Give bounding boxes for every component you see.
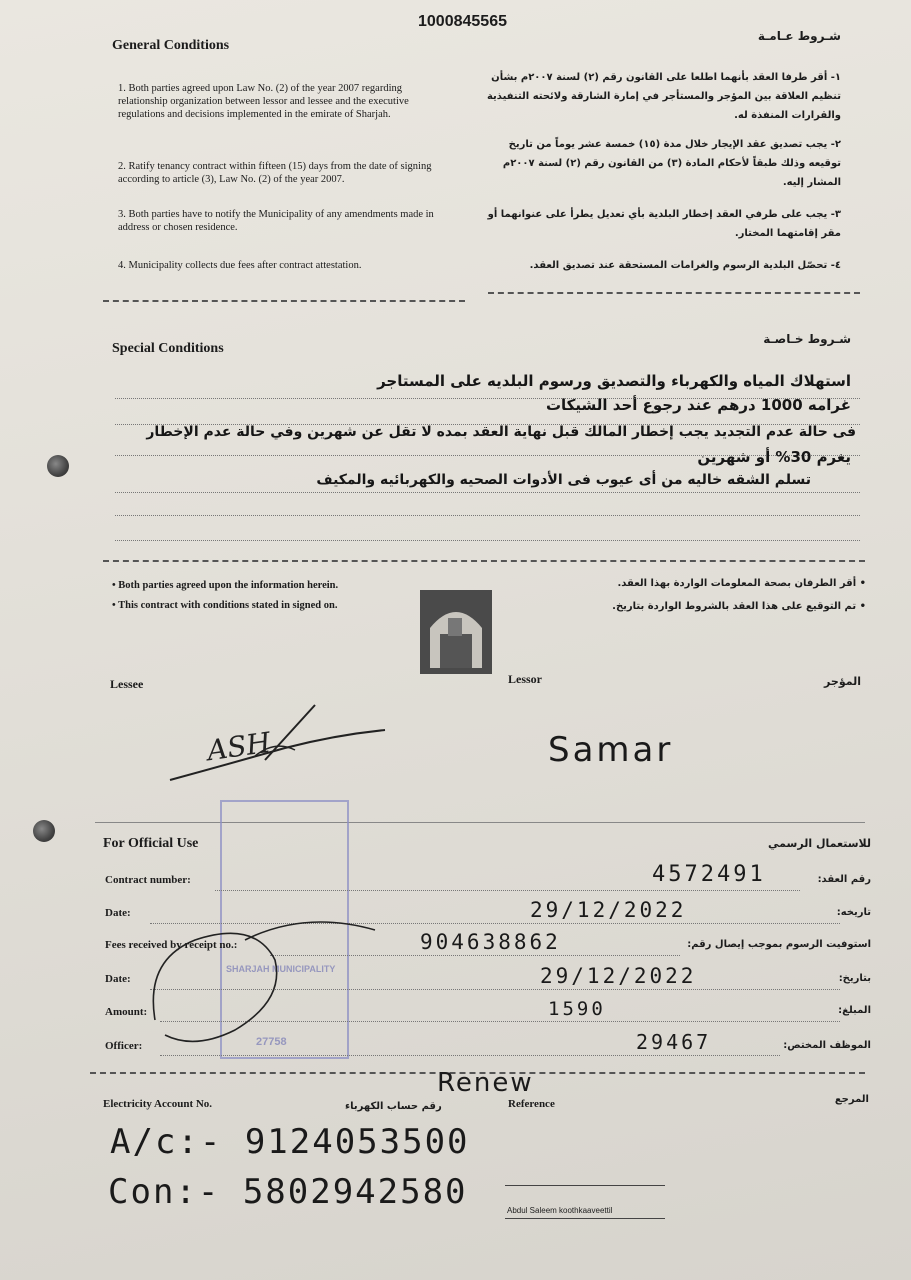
- official-value-amount: 1590: [548, 998, 606, 1020]
- official-value-date: 29/12/2022: [530, 898, 687, 922]
- general-item-3-ar: ٣- يجب على طرفي العقد إخطار البلدية بأي تعديل يطرأ على عنوانهما أو مقر إقامتهما المختار.: [487, 209, 841, 239]
- official-label-contract: Contract number:: [105, 874, 191, 886]
- general-item-4-ar: ٤- تحصّل البلدية الرسوم والغرامات المستحقة عند تصديق العقد.: [529, 260, 841, 271]
- document-number: 1000845565: [418, 13, 507, 30]
- agreement-en-1: • Both parties agreed upon the information herein.: [112, 580, 339, 591]
- official-label-receipt: Fees received by receipt no.:: [105, 939, 238, 951]
- name-stamp: [505, 1185, 665, 1219]
- rule-line: [115, 540, 860, 541]
- stamp-scribble: [135, 900, 395, 1060]
- electricity-account: A/c:- 9124053500: [110, 1122, 470, 1162]
- renew-note: Renew: [437, 1068, 534, 1098]
- special-line-5: تسلم الشقه خاليه من أى عيوب فى الأدوات الصحيه والكهربائيه والمكيف: [316, 472, 811, 488]
- general-conditions-title: General Conditions: [112, 38, 230, 53]
- official-label-date2-ar: بتاريخ:: [838, 973, 871, 984]
- general-item-2: 2. Ratify tenancy contract within fifteen (15) days from the date of signing according to article (3), Law No. (2) of the year 2007.: [118, 161, 432, 185]
- official-value-contract: 4572491: [652, 862, 766, 887]
- official-title: For Official Use: [103, 836, 199, 851]
- electricity-label: Electricity Account No.: [103, 1098, 213, 1110]
- rule-line: [215, 890, 800, 891]
- divider-left: [103, 300, 465, 302]
- lessee-signature-stroke: [165, 700, 395, 790]
- binder-hole-bottom: [33, 820, 55, 842]
- official-label-amount-ar: المبلغ:: [838, 1005, 871, 1016]
- reference-label-ar: المرجع: [834, 1094, 869, 1105]
- reference-label: Reference: [508, 1098, 555, 1110]
- binder-hole-top: [47, 455, 69, 477]
- general-conditions-title-ar: شـروط عـامـة: [757, 29, 841, 43]
- special-conditions-title-ar: شـروط خـاصـة: [763, 332, 851, 346]
- rule-line: [115, 515, 860, 516]
- lessee-signature-text: ASH: [205, 725, 273, 768]
- lessor-label-ar: المؤجر: [824, 675, 861, 688]
- lessor-signature: Samar: [548, 730, 674, 770]
- municipality-logo: [418, 588, 494, 680]
- official-title-ar: للاستعمال الرسمي: [768, 837, 871, 850]
- official-value-receipt: 904638862: [420, 930, 561, 954]
- official-label-officer: Officer:: [105, 1040, 143, 1052]
- general-item-3: 3. Both parties have to notify the Municipality of any amendments made in address or chosen residence.: [118, 209, 434, 233]
- special-line-4: يغرم 30% أو شهرين: [697, 448, 851, 466]
- lessee-label: Lessee: [110, 677, 144, 691]
- official-value-date2: 29/12/2022: [540, 964, 697, 988]
- name-stamp-text: Abdul Saleem koothkaaveettil: [507, 1206, 613, 1215]
- rule-line: [115, 492, 860, 493]
- lessee-signature: [165, 700, 395, 790]
- official-label-officer-ar: الموظف المختص:: [783, 1040, 871, 1051]
- divider-official: [95, 822, 865, 823]
- special-line-1: استهلاك المياه والكهرباء والتصديق ورسوم البلديه على المستاجر: [377, 372, 851, 390]
- official-label-amount: Amount:: [105, 1006, 148, 1018]
- official-label-date2: Date:: [105, 973, 131, 985]
- consumer-number: Con:- 5802942580: [108, 1172, 468, 1212]
- divider-special: [103, 560, 865, 562]
- agreement-en-2: • This contract with conditions stated in signed on.: [112, 600, 338, 611]
- electricity-label-ar: رقم حساب الكهرباء: [345, 1101, 442, 1112]
- stamp-text: SHARJAH MUNICIPALITY: [226, 964, 336, 974]
- official-label-date-ar: تاريخه:: [836, 907, 871, 918]
- official-label-receipt-ar: استوفيت الرسوم بموجب إيصال رقم:: [687, 939, 871, 950]
- official-label-date: Date:: [105, 907, 131, 919]
- lessor-label: Lessor: [508, 672, 542, 686]
- agreement-ar-1: • أقر الطرفان بصحة المعلومات الواردة بهذا العقد.: [617, 578, 866, 589]
- special-line-3: فى حالة عدم التجديد يجب إخطار المالك قبل نهاية العقد بمده لا تقل عن شهرين وفي حالة عدم الإخطار: [146, 424, 856, 440]
- general-item-1-ar: ١- أقر طرفا العقد بأنهما اطلعا على القانون رقم (٢) لسنة ٢٠٠٧م بشأن تنظيم العلاقة بين المؤجر والمستأجر في إمارة الشارقة ولائحته التنفيذية والقرارات المنفذة له.: [486, 72, 841, 121]
- special-conditions-title: Special Conditions: [112, 341, 224, 356]
- official-value-officer: 29467: [636, 1030, 712, 1054]
- general-item-1: 1. Both parties agreed upon Law No. (2) of the year 2007 regarding relationship organization between lessor and lessee and the executive regulations and decisions implemented in the emirate of Sharjah.: [118, 83, 409, 120]
- special-line-2: غرامه 1000 درهم عند رجوع أحد الشيكات: [545, 396, 851, 414]
- divider-right: [488, 292, 860, 294]
- general-item-2-ar: ٢- يجب تصديق عقد الإيجار خلال مدة (١٥) خمسة عشر يوماً من تاريخ توقيعه وذلك طبقاً لأحكام المادة (٣) من القانون رقم (٢) لسنة ٢٠٠٧م المشار إليه.: [502, 139, 841, 188]
- official-label-contract-ar: رقم العقد:: [817, 874, 871, 885]
- agreement-ar-2: • تم التوقيع على هذا العقد بالشروط الواردة بتاريخ.: [612, 601, 866, 612]
- stamp-number: 27758: [256, 1036, 287, 1048]
- general-item-4: 4. Municipality collects due fees after contract attestation.: [118, 260, 362, 271]
